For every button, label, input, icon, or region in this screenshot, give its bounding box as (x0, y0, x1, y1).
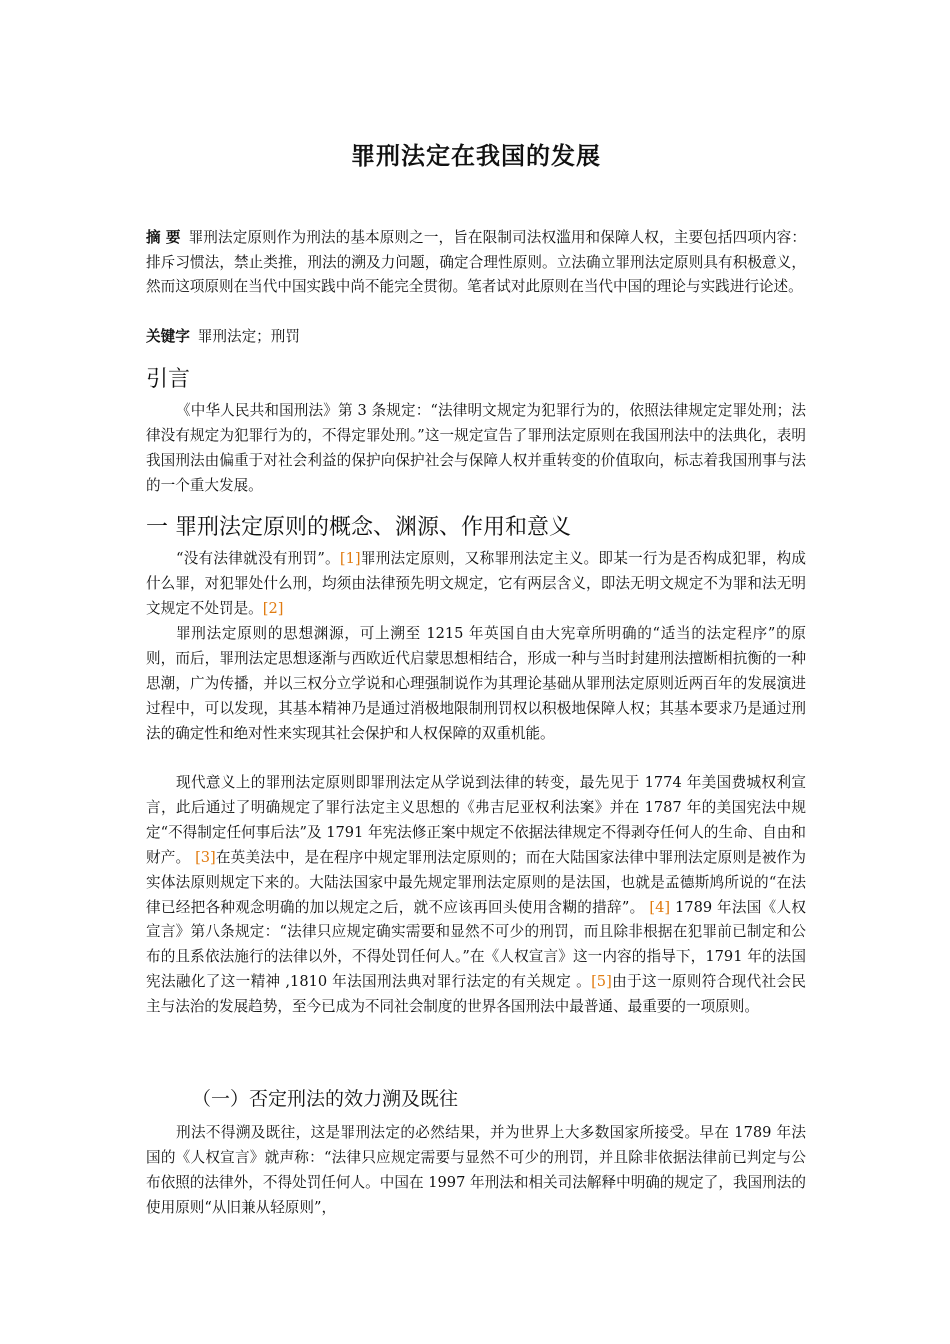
citation-1[interactable]: [1] (339, 550, 361, 567)
subsection-paragraph-1: 刑法不得溯及既往，这是罪刑法定的必然结果，并为世界上大多数国家所接受。早在 1789 年法国的《人权宣言》就声称：“法律只应规定需要与显然不可少的刑罚，并且除非依据法律前已判定与公布依照的法律外，不得处罚任何人。中国在 1997 年刑法和相关司法解释中明确的规定了，我国刑法的使用原则“从旧兼从轻原则”， (146, 1124, 806, 1216)
intro-paragraph: 《中华人民共和国刑法》第 3 条规定：“法律明文规定为犯罪行为的，依照法律规定定罪处刑；法律没有规定为犯罪行为的，不得定罪处刑。”这一规定宣告了罪刑法定原则在我国刑法中的法典化，表明我国刑法由偏重于对社会利益的保护向保护社会与保障人权并重转变的价值取向，标志着我国刑事与法的一个重大发展。 (146, 402, 806, 494)
s1-p1-text-b: 罪刑法定原则，又称罪刑法定主义。即某一行为是否构成犯罪，构成什么罪，对犯罪处什么刑，均须由法律预先明文规定，它有两层含义，即法无明文规定不为罪和法无明文规定不处罚是。 (146, 550, 806, 617)
citation-5[interactable]: [5] (591, 973, 612, 991)
section1-paragraph-1 (146, 547, 806, 622)
intro-heading: 引言 (146, 367, 191, 392)
subsection-heading: （一）否定刑法的效力溯及既往 (192, 1088, 459, 1110)
citation-3[interactable]: [3] (195, 848, 216, 866)
s1-p1-text-a: “没有法律就没有刑罚”。 (176, 550, 340, 567)
keywords-label: 关键字 (146, 328, 190, 345)
section1-paragraph-2: 罪刑法定原则的思想渊源，可上溯至 1215 年英国自由大宪章所明确的“适当的法定程序”的原则，而后，罪刑法定思想逐渐与西欧近代启蒙思想相结合，形成一种与当时封建刑法擅断相抗衡的一种思潮，广为传播，并以三权分立学说和心理强制说作为其理论基础从罪刑法定原则近两百年的发展演进过程中，可以发现，其基本精神乃是通过消极地限制刑罚权以积极地保障人权；其基本要求乃是通过刑法的确定性和绝对性来实现其社会保护和人权保障的双重机能。 (146, 625, 806, 742)
abstract-text: 罪刑法定原则作为刑法的基本原则之一，旨在限制司法权滥用和保障人权，主要包括四项内容：排斥习惯法，禁止类推，刑法的溯及力问题，确定合理性原则。立法确立罪刑法定原则具有积极意义，然而这项原则在当代中国实践中尚不能完全贯彻。笔者试对此原则在当代中国的理论与实践进行论述。 (146, 229, 806, 295)
abstract (146, 226, 806, 300)
section1-heading: 一 罪刑法定原则的概念、渊源、作用和意义 (146, 515, 571, 540)
keywords (146, 325, 300, 349)
citation-4[interactable]: [4] (649, 898, 671, 916)
document-title: 罪刑法定在我国的发展 (351, 142, 601, 170)
s1-p3-text-c: 1789 年法国《人权宣言》第八条规定：“法律只应规定确实需要和显然不可少的刑罚，而且除非根据在犯罪前已制定和公布的且系依法施行的法律以外，不得处罚任何人。”在《人权宣言》这一内容的指导下，1791 年的法国宪法融化了这一精神 ,1810 年法国刑法典对罪行法定的有关规定 。 (146, 898, 806, 991)
s1-p3-text-b: 在英美法中，是在程序中规定罪刑法定原则的；而在大陆国家法律中罪刑法定原则是被作为实体法原则规定下来的。大陆法国家中最先规定罪刑法定原则的是法国，也就是孟德斯鸠所说的“在法律已经把各种观念明确的加以规定之后，就不应该再回头使用含糊的措辞”。 (146, 848, 806, 916)
citation-2[interactable]: [2] (262, 599, 284, 617)
s1-p3-text-d: 由于这一原则符合现代社会民主与法治的发展趋势，至今已成为不同社会制度的世界各国刑法中最普通、最重要的一项原则。 (146, 973, 806, 1016)
s1-p3-text-a: 现代意义上的罪刑法定原则即罪刑法定从学说到法律的转变，最先见于 1774 年美国费城权利宣言，此后通过了明确规定了罪行法定主义思想的《弗吉尼亚权利法案》并在 1787 年的美国宪法中规定“不得制定任何事后法”及 1791 年宪法修正案中规定不依据法律规定不得剥夺任何人的生命、自由和财产。 (146, 774, 806, 866)
keywords-text: 罪刑法定；刑罚 (197, 328, 300, 345)
section1-paragraph-3 (146, 771, 806, 1020)
abstract-label: 摘 要 (146, 229, 181, 246)
